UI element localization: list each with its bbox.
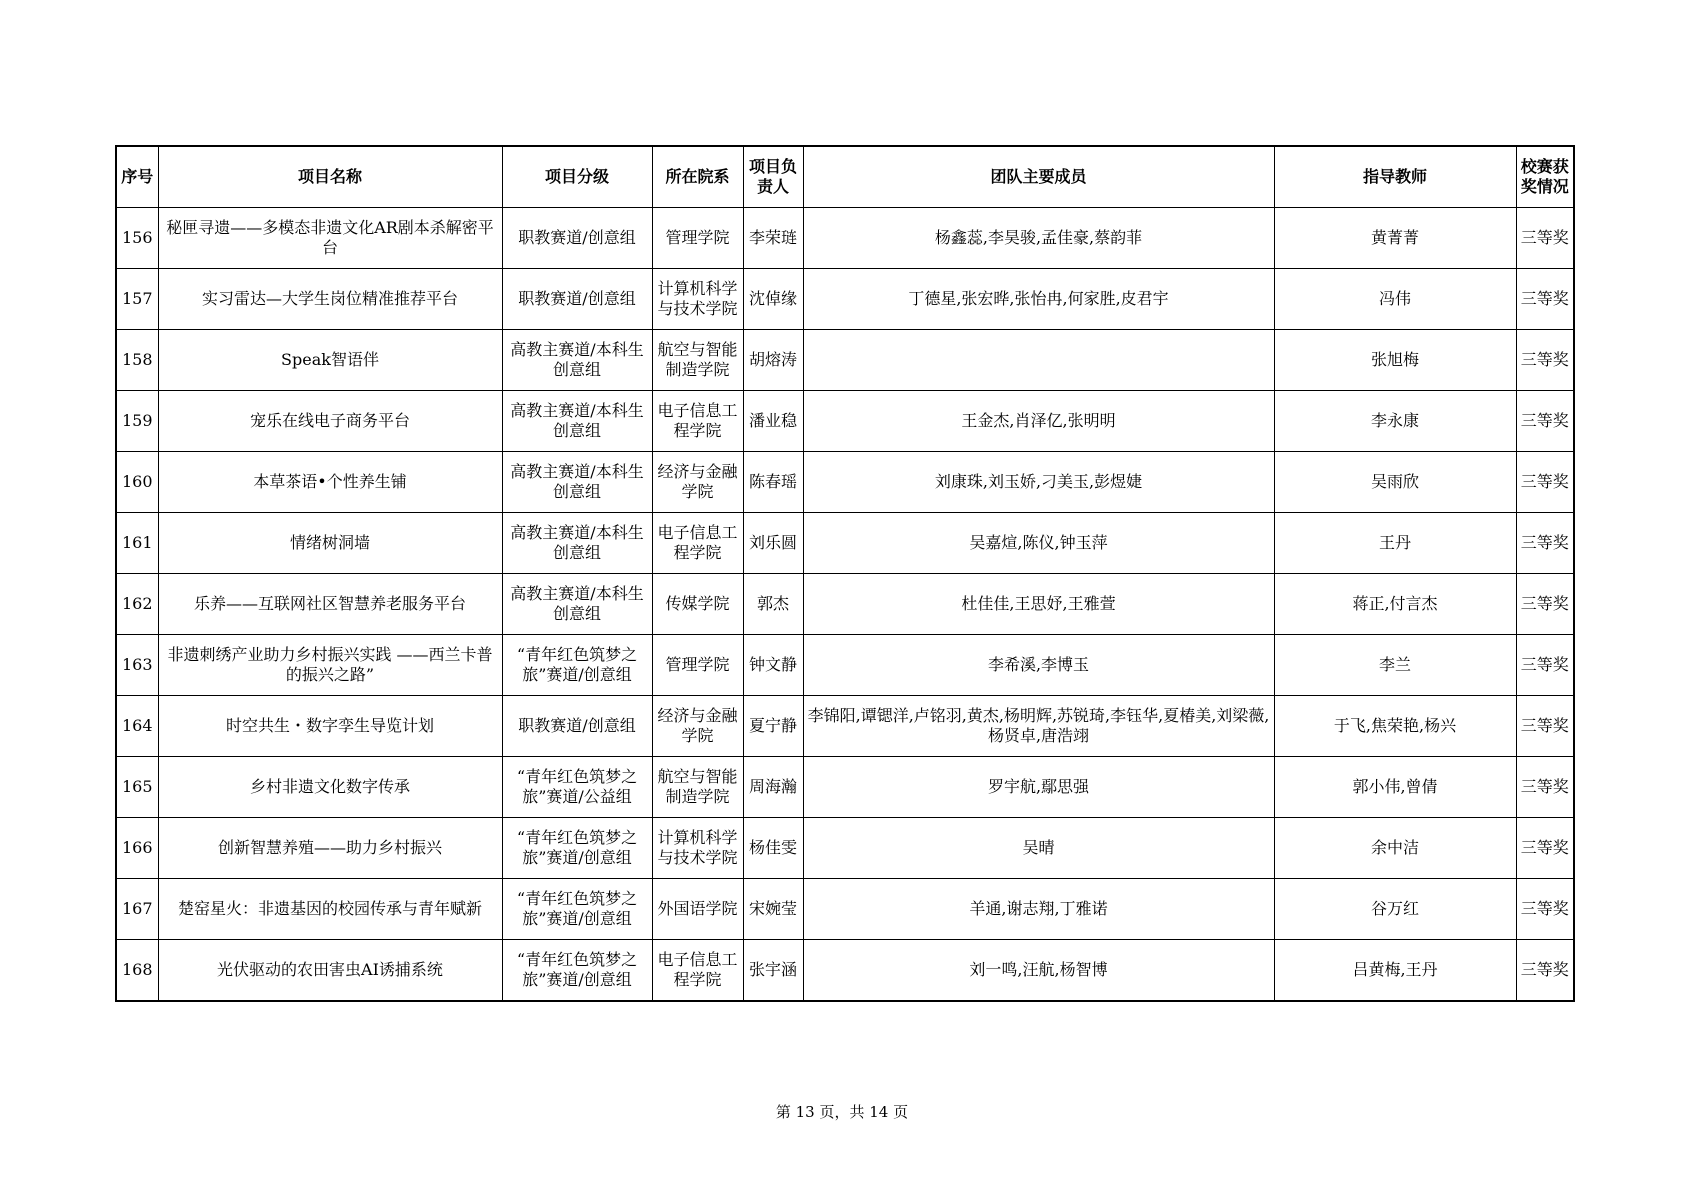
header-name: 项目名称 — [158, 146, 502, 208]
cell-level: 职教赛道/创意组 — [502, 269, 652, 330]
cell-no: 167 — [116, 879, 158, 940]
table-row — [116, 879, 1574, 940]
cell-level: “青年红色筑梦之旅”赛道/公益组 — [502, 757, 652, 818]
cell-dept: 航空与智能制造学院 — [652, 330, 743, 391]
cell-teacher: 张旭梅 — [1274, 330, 1516, 391]
cell-leader: 张宇涵 — [743, 940, 803, 1002]
award-table — [115, 145, 1575, 1002]
cell-award: 三等奖 — [1516, 513, 1574, 574]
cell-dept: 外国语学院 — [652, 879, 743, 940]
cell-no: 163 — [116, 635, 158, 696]
header-row — [116, 146, 1574, 208]
cell-teacher: 蒋正,付言杰 — [1274, 574, 1516, 635]
header-no: 序号 — [116, 146, 158, 208]
cell-award: 三等奖 — [1516, 635, 1574, 696]
cell-award: 三等奖 — [1516, 452, 1574, 513]
cell-level: 高教主赛道/本科生创意组 — [502, 452, 652, 513]
cell-award: 三等奖 — [1516, 879, 1574, 940]
cell-dept: 传媒学院 — [652, 574, 743, 635]
table-row — [116, 208, 1574, 269]
cell-teacher: 于飞,焦荣艳,杨兴 — [1274, 696, 1516, 757]
cell-award: 三等奖 — [1516, 757, 1574, 818]
cell-members: 羊通,谢志翔,丁雅诺 — [803, 879, 1274, 940]
cell-award: 三等奖 — [1516, 391, 1574, 452]
cell-teacher: 黄菁菁 — [1274, 208, 1516, 269]
cell-no: 165 — [116, 757, 158, 818]
table-row — [116, 452, 1574, 513]
cell-name: Speak智语伴 — [158, 330, 502, 391]
cell-no: 161 — [116, 513, 158, 574]
cell-name: 楚窑星火：非遗基因的校园传承与青年赋新 — [158, 879, 502, 940]
header-dept: 所在院系 — [652, 146, 743, 208]
cell-teacher: 余中洁 — [1274, 818, 1516, 879]
table-row — [116, 269, 1574, 330]
cell-dept: 电子信息工程学院 — [652, 940, 743, 1002]
header-members: 团队主要成员 — [803, 146, 1274, 208]
table-row — [116, 391, 1574, 452]
cell-no: 159 — [116, 391, 158, 452]
header-level: 项目分级 — [502, 146, 652, 208]
cell-dept: 计算机科学与技术学院 — [652, 269, 743, 330]
cell-no: 157 — [116, 269, 158, 330]
cell-name: 时空共生・数字孪生导览计划 — [158, 696, 502, 757]
table-row — [116, 696, 1574, 757]
table-row — [116, 574, 1574, 635]
cell-name: 本草茶语•个性养生铺 — [158, 452, 502, 513]
cell-award: 三等奖 — [1516, 696, 1574, 757]
cell-leader: 钟文静 — [743, 635, 803, 696]
cell-teacher: 李兰 — [1274, 635, 1516, 696]
cell-level: 职教赛道/创意组 — [502, 208, 652, 269]
cell-members: 杨鑫蕊,李昊骏,孟佳豪,蔡韵菲 — [803, 208, 1274, 269]
cell-teacher: 吴雨欣 — [1274, 452, 1516, 513]
cell-members: 刘康珠,刘玉娇,刁美玉,彭煜婕 — [803, 452, 1274, 513]
cell-dept: 经济与金融学院 — [652, 452, 743, 513]
cell-level: “青年红色筑梦之旅”赛道/创意组 — [502, 940, 652, 1002]
header-teacher: 指导教师 — [1274, 146, 1516, 208]
cell-name: 实习雷达—大学生岗位精准推荐平台 — [158, 269, 502, 330]
cell-dept: 电子信息工程学院 — [652, 513, 743, 574]
cell-level: 高教主赛道/本科生创意组 — [502, 574, 652, 635]
cell-name: 非遗刺绣产业助力乡村振兴实践 ——西兰卡普的振兴之路” — [158, 635, 502, 696]
cell-leader: 杨佳雯 — [743, 818, 803, 879]
cell-members: 李希溪,李博玉 — [803, 635, 1274, 696]
cell-award: 三等奖 — [1516, 574, 1574, 635]
cell-dept: 计算机科学与技术学院 — [652, 818, 743, 879]
cell-name: 秘匣寻遗——多模态非遗文化AR剧本杀解密平台 — [158, 208, 502, 269]
cell-no: 164 — [116, 696, 158, 757]
cell-leader: 胡熔涛 — [743, 330, 803, 391]
cell-teacher: 郭小伟,曾倩 — [1274, 757, 1516, 818]
cell-dept: 电子信息工程学院 — [652, 391, 743, 452]
cell-leader: 李荣琏 — [743, 208, 803, 269]
page-footer: 第 13 页，共 14 页 — [775, 1103, 909, 1121]
table-row — [116, 635, 1574, 696]
cell-members: 吴晴 — [803, 818, 1274, 879]
cell-teacher: 冯伟 — [1274, 269, 1516, 330]
cell-no: 168 — [116, 940, 158, 1002]
table-row — [116, 330, 1574, 391]
cell-teacher: 王丹 — [1274, 513, 1516, 574]
cell-level: 高教主赛道/本科生创意组 — [502, 513, 652, 574]
cell-leader: 夏宁静 — [743, 696, 803, 757]
cell-leader: 刘乐圆 — [743, 513, 803, 574]
cell-name: 光伏驱动的农田害虫AI诱捕系统 — [158, 940, 502, 1002]
cell-leader: 周海瀚 — [743, 757, 803, 818]
cell-leader: 潘业稳 — [743, 391, 803, 452]
table-row — [116, 818, 1574, 879]
header-leader: 项目负责人 — [743, 146, 803, 208]
cell-teacher: 李永康 — [1274, 391, 1516, 452]
cell-members — [803, 330, 1274, 391]
cell-award: 三等奖 — [1516, 818, 1574, 879]
cell-name: 乐养——互联网社区智慧养老服务平台 — [158, 574, 502, 635]
cell-members: 吴嘉煊,陈仪,钟玉萍 — [803, 513, 1274, 574]
cell-name: 创新智慧养殖——助力乡村振兴 — [158, 818, 502, 879]
cell-dept: 经济与金融学院 — [652, 696, 743, 757]
cell-leader: 宋婉莹 — [743, 879, 803, 940]
table-row — [116, 513, 1574, 574]
cell-award: 三等奖 — [1516, 330, 1574, 391]
cell-leader: 沈倬缘 — [743, 269, 803, 330]
table-row — [116, 940, 1574, 1002]
cell-level: 职教赛道/创意组 — [502, 696, 652, 757]
cell-dept: 管理学院 — [652, 635, 743, 696]
cell-award: 三等奖 — [1516, 269, 1574, 330]
cell-name: 宠乐在线电子商务平台 — [158, 391, 502, 452]
cell-level: “青年红色筑梦之旅”赛道/创意组 — [502, 635, 652, 696]
cell-teacher: 谷万红 — [1274, 879, 1516, 940]
cell-level: “青年红色筑梦之旅”赛道/创意组 — [502, 818, 652, 879]
cell-members: 王金杰,肖泽亿,张明明 — [803, 391, 1274, 452]
cell-members: 李锦阳,谭锶洋,卢铭羽,黄杰,杨明辉,苏锐琦,李钰华,夏椿美,刘梁薇,杨贤卓,唐浩翊 — [803, 696, 1274, 757]
cell-award: 三等奖 — [1516, 940, 1574, 1002]
cell-leader: 陈春瑶 — [743, 452, 803, 513]
cell-members: 杜佳佳,王思妤,王雅萱 — [803, 574, 1274, 635]
cell-members: 罗宇航,鄢思强 — [803, 757, 1274, 818]
cell-no: 162 — [116, 574, 158, 635]
cell-members: 丁德星,张宏晔,张怡冉,何家胜,皮君宇 — [803, 269, 1274, 330]
cell-members: 刘一鸣,汪航,杨智博 — [803, 940, 1274, 1002]
cell-level: 高教主赛道/本科生创意组 — [502, 391, 652, 452]
cell-no: 160 — [116, 452, 158, 513]
cell-no: 156 — [116, 208, 158, 269]
cell-award: 三等奖 — [1516, 208, 1574, 269]
cell-level: “青年红色筑梦之旅”赛道/创意组 — [502, 879, 652, 940]
cell-no: 166 — [116, 818, 158, 879]
cell-dept: 管理学院 — [652, 208, 743, 269]
table-row — [116, 757, 1574, 818]
cell-dept: 航空与智能制造学院 — [652, 757, 743, 818]
cell-leader: 郭杰 — [743, 574, 803, 635]
cell-name: 情绪树洞墙 — [158, 513, 502, 574]
cell-teacher: 吕黄梅,王丹 — [1274, 940, 1516, 1002]
cell-level: 高教主赛道/本科生创意组 — [502, 330, 652, 391]
cell-no: 158 — [116, 330, 158, 391]
header-award: 校赛获奖情况 — [1516, 146, 1574, 208]
cell-name: 乡村非遗文化数字传承 — [158, 757, 502, 818]
